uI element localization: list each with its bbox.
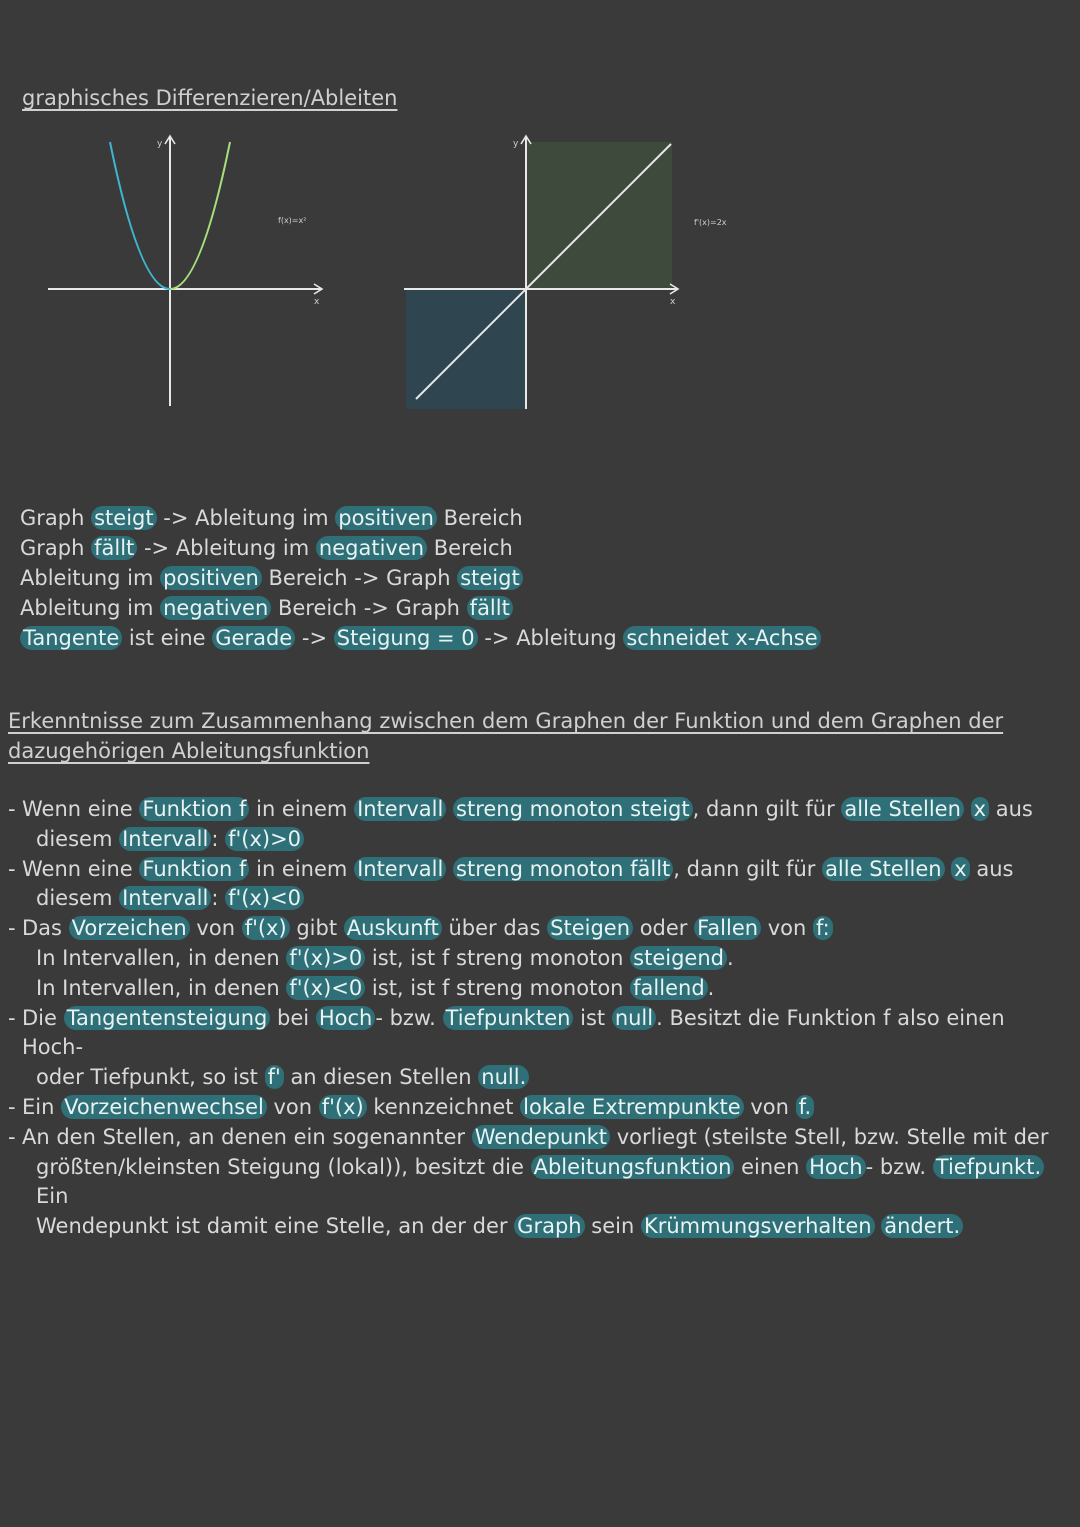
insight-line [22, 1093, 1068, 1123]
highlighted-term: f: [813, 916, 833, 940]
text-segment: über das [441, 916, 548, 941]
highlighted-term: Graph [514, 1214, 584, 1238]
highlighted-term: Intervall [119, 886, 211, 910]
bullet-dash: - [8, 1094, 16, 1119]
bullet-dash: - [8, 1124, 16, 1149]
text-segment: : [211, 826, 226, 851]
highlighted-term: Funktion f [139, 857, 249, 881]
highlighted-term: Tiefpunkten [443, 1006, 574, 1030]
highlighted-term: Krümmungsverhalten [641, 1214, 875, 1238]
text-segment: Bereich -> Graph [261, 566, 458, 590]
text-segment [446, 797, 453, 821]
highlighted-term: f' [265, 1065, 284, 1089]
insight-item [8, 1093, 1068, 1123]
text-segment: in einem [249, 856, 355, 881]
highlighted-term: Ableitungsfunktion [531, 1155, 735, 1179]
text-segment: -> Ableitung im [156, 506, 336, 530]
highlighted-term: fällt [467, 596, 513, 620]
highlighted-term: null. [478, 1065, 529, 1089]
insight-line [22, 1063, 1068, 1093]
highlighted-term: x [951, 857, 969, 881]
highlighted-term: Intervall [119, 827, 211, 851]
text-segment: von [743, 1094, 796, 1119]
insight-line [22, 1153, 1068, 1213]
text-segment: . [707, 975, 715, 1000]
highlighted-term: null [612, 1006, 656, 1030]
insight-item [8, 1123, 1068, 1242]
highlighted-term: f'(x)>0 [225, 827, 304, 851]
highlighted-term: steigend [630, 946, 727, 970]
insight-item [8, 1004, 1068, 1093]
parabola-right-branch [170, 142, 230, 289]
text-segment: in einem [249, 797, 355, 821]
highlighted-term: Steigung = 0 [334, 626, 478, 650]
text-segment: an diesen Stellen [283, 1065, 479, 1090]
text-segment: : [211, 886, 226, 911]
highlighted-term: f'(x)>0 [286, 946, 365, 970]
text-segment: Das [22, 916, 69, 941]
highlighted-term: alle Stellen [841, 797, 964, 821]
bullet-dash: - [8, 1005, 16, 1030]
text-segment: Ein [22, 1094, 62, 1119]
insight-line [22, 1123, 1068, 1153]
function-label: f'(x)=2x [694, 218, 727, 227]
highlighted-term: ändert. [881, 1214, 963, 1238]
highlighted-term: positiven [335, 506, 437, 530]
text-segment: Graph [20, 536, 92, 560]
parabola-graph [40, 128, 380, 418]
text-segment: ist [573, 1005, 612, 1030]
highlighted-term: Tiefpunkt. [933, 1155, 1044, 1179]
insights-list [8, 795, 1068, 1242]
highlighted-term: Intervall [354, 797, 446, 821]
bullet-dash: - [8, 856, 16, 881]
highlighted-term: Tangente [20, 626, 122, 650]
text-segment: . [726, 945, 734, 970]
text-segment: vorliegt (steilste Stell, bzw. Stelle mit der [610, 1124, 1049, 1149]
section-title-insights: Erkenntnisse zum Zusammenhang zwischen dem Graphen der Funktion und dem Graphen der dazugehörigen Ableitungsfunktion [8, 709, 1004, 763]
highlighted-term: alle Stellen [822, 857, 945, 881]
text-segment: einen [734, 1154, 807, 1179]
text-segment: von [189, 916, 242, 941]
insight-line [22, 1212, 1068, 1242]
highlighted-term: Gerade [212, 626, 295, 650]
insight-line [22, 795, 1068, 825]
text-segment: ist, ist f streng monoton [365, 945, 631, 970]
y-axis-label: y [513, 139, 519, 149]
text-segment: Graph [20, 506, 92, 530]
text-segment: oder [633, 916, 695, 941]
text-segment: Bereich [436, 506, 523, 530]
text-segment: von [761, 916, 813, 941]
highlighted-term: positiven [160, 566, 262, 590]
highlighted-term: Steigen [547, 916, 633, 940]
text-segment: Die [22, 1005, 64, 1030]
text-segment: diesem [36, 886, 120, 911]
text-segment: aus [989, 797, 1033, 821]
insight-item [8, 914, 1068, 1003]
text-segment: Wendepunkt ist damit eine Stelle, an der der [36, 1214, 515, 1239]
text-segment: aus [969, 856, 1014, 881]
parabola-left-branch [110, 142, 170, 289]
text-segment: diesem [36, 826, 120, 851]
insight-line [22, 1004, 1068, 1064]
insight-item [8, 855, 1068, 915]
function-label: f(x)=x² [278, 216, 307, 225]
text-segment: Bereich -> Graph [271, 596, 467, 620]
insight-line [22, 855, 1068, 885]
insight-line [22, 974, 1068, 1004]
highlighted-term: fallend [630, 976, 708, 1000]
x-axis-label: x [670, 297, 676, 307]
highlighted-term: Hoch [806, 1155, 866, 1179]
text-segment: -> [295, 626, 334, 650]
highlighted-term: steigt [457, 566, 523, 590]
highlighted-term: steigt [91, 506, 157, 530]
insight-line [22, 914, 1068, 944]
text-segment: Ableitung im [20, 596, 161, 620]
x-axis-label: x [314, 297, 320, 307]
highlighted-term: negativen [316, 536, 427, 560]
highlighted-term: Wendepunkt [472, 1125, 610, 1149]
graph-derivative-rules [20, 503, 821, 653]
highlighted-term: Auskunft [344, 916, 442, 940]
insight-line [22, 825, 1068, 855]
highlighted-term: Vorzeichen [69, 916, 190, 940]
rule-line [20, 533, 821, 563]
text-segment: oder Tiefpunkt, so ist [36, 1065, 265, 1090]
text-segment [964, 797, 971, 821]
highlighted-term: streng monoton fällt [453, 857, 673, 881]
highlighted-term: Vorzeichenwechsel [61, 1095, 267, 1119]
text-segment: kennzeichnet [366, 1094, 521, 1119]
highlighted-term: Tangentensteigung [64, 1006, 271, 1030]
rule-line [20, 593, 821, 623]
text-segment: von [266, 1094, 319, 1119]
text-segment: , dann gilt für [692, 797, 842, 821]
text-segment: bei [270, 1005, 316, 1030]
insight-item [8, 795, 1068, 855]
highlighted-term: f'(x) [242, 916, 290, 940]
text-segment: An den Stellen, an denen ein sogenannter [22, 1124, 472, 1149]
text-segment: -> Ableitung [477, 626, 624, 650]
rule-line [20, 503, 821, 533]
highlighted-term: f. [796, 1095, 815, 1119]
rule-line [20, 623, 821, 653]
highlighted-term: lokale Extrempunkte [520, 1095, 744, 1119]
highlighted-term: Hoch [316, 1006, 376, 1030]
text-segment: Wenn eine [22, 856, 140, 881]
text-segment: sein [584, 1214, 641, 1239]
highlighted-term: Fallen [694, 916, 761, 940]
text-segment: -> Ableitung im [137, 536, 316, 560]
highlighted-term: negativen [160, 596, 271, 620]
highlighted-term: Intervall [354, 857, 446, 881]
text-segment: In Intervallen, in denen [36, 975, 287, 1000]
highlighted-term: x [971, 797, 989, 821]
derivative-graph [396, 128, 756, 418]
text-segment: ist, ist f streng monoton [365, 975, 631, 1000]
text-segment: gibt [289, 916, 344, 941]
text-segment: - bzw. [865, 1154, 933, 1179]
highlighted-term: f'(x) [319, 1095, 367, 1119]
section-title-graphical-differentiation: graphisches Differenzieren/Ableiten [22, 86, 398, 110]
text-segment: ist eine [122, 626, 213, 650]
text-segment: Bereich [427, 536, 513, 560]
text-segment [446, 857, 453, 881]
highlighted-term: streng monoton steigt [453, 797, 693, 821]
text-segment: , dann gilt für [673, 856, 823, 881]
highlighted-term: Funktion f [139, 797, 249, 821]
bullet-dash: - [8, 916, 16, 941]
highlighted-term: fällt [91, 536, 137, 560]
text-segment: Wenn eine [22, 797, 140, 821]
text-segment: . Besitzt die Funktion f also einen Hoch- [22, 1005, 1005, 1060]
rule-line [20, 563, 821, 593]
text-segment: - bzw. [375, 1005, 443, 1030]
highlighted-term: f'(x)<0 [286, 976, 365, 1000]
highlighted-term: f'(x)<0 [225, 886, 304, 910]
insight-line [22, 944, 1068, 974]
text-segment: Ableitung im [20, 566, 161, 590]
text-segment: größten/kleinsten Steigung (lokal)), besitzt die [36, 1154, 531, 1179]
text-segment: In Intervallen, in denen [36, 945, 287, 970]
text-segment: Ein [36, 1184, 69, 1209]
y-axis-label: y [157, 139, 163, 149]
bullet-dash: - [8, 797, 16, 821]
insight-line [22, 884, 1068, 914]
highlighted-term: schneidet x-Achse [623, 626, 820, 650]
